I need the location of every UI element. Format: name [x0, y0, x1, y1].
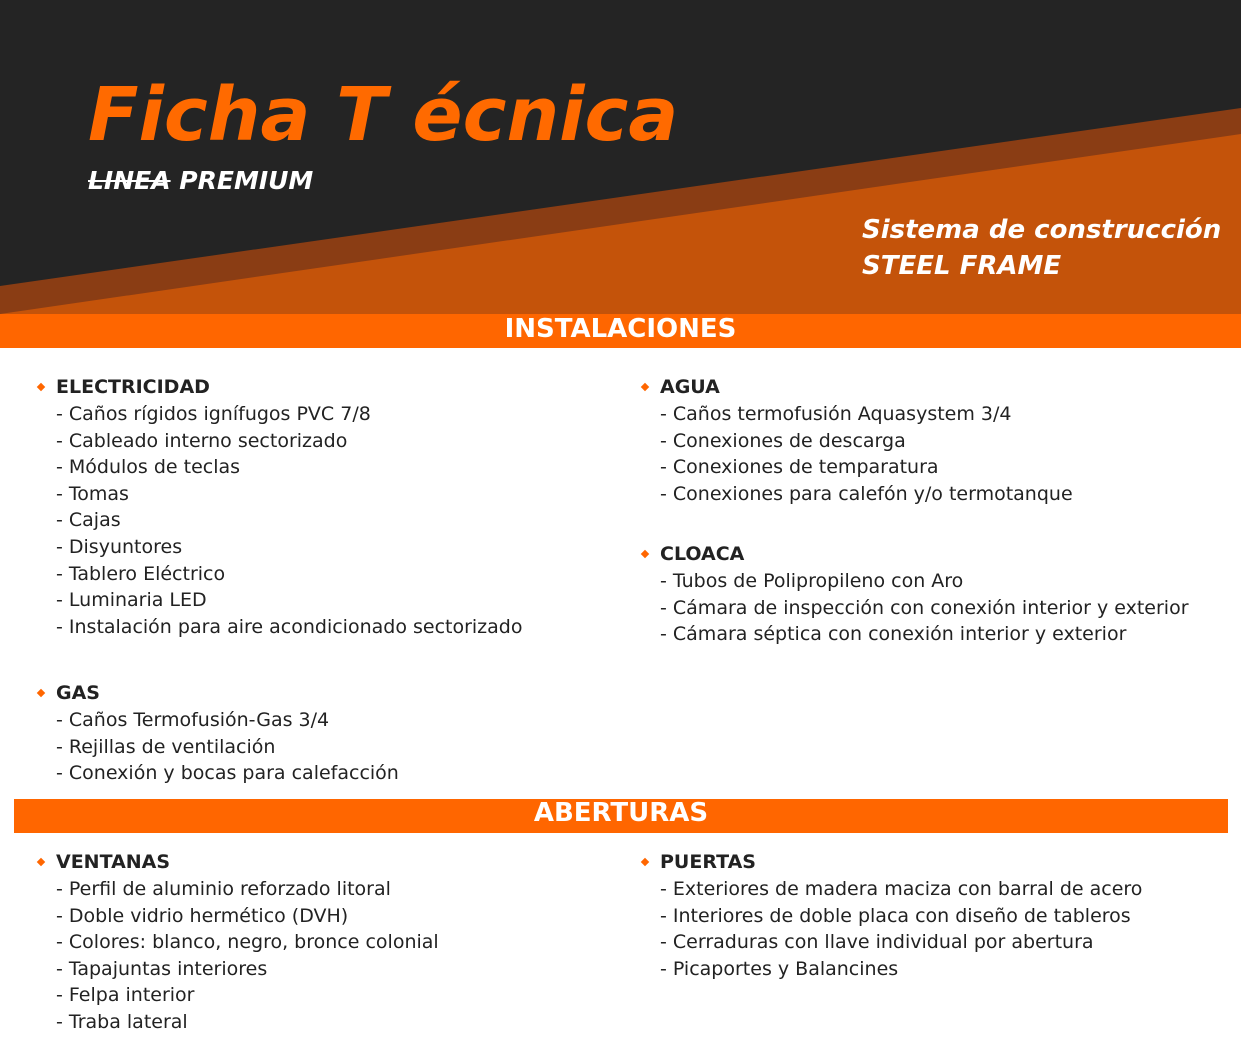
- system-line-2: STEEL FRAME: [862, 251, 1062, 281]
- section-heading-instalaciones: INSTALACIONES: [0, 314, 1241, 348]
- list-item: - Colores: blanco, negro, bronce colonial: [56, 931, 439, 954]
- list-item: - Tapajuntas interiores: [56, 957, 268, 980]
- list-item: - Cajas: [56, 509, 121, 532]
- list-item: - Disyuntores: [56, 535, 183, 558]
- list-item: - Luminaria LED: [56, 589, 207, 612]
- list-item: - Tablero Eléctrico: [56, 562, 226, 585]
- bullet-diamond-icon: [37, 858, 45, 866]
- list-item: - Caños Termofusión-Gas 3/4: [56, 709, 330, 731]
- list-item: - Traba lateral: [56, 1010, 188, 1033]
- section-heading-aberturas: ABERTURAS: [14, 799, 1228, 833]
- list-item: - Rejillas de ventilación: [56, 735, 276, 758]
- list-item: - Cámara séptica con conexión interior y exterior: [660, 623, 1127, 646]
- system-line-1: Sistema de construcción: [862, 215, 1222, 245]
- list-puertas: [642, 876, 1142, 982]
- group-title-electricidad: ELECTRICIDAD: [38, 374, 522, 400]
- list-item: - Felpa interior: [56, 984, 195, 1007]
- bullet-diamond-icon: [641, 550, 649, 558]
- group-title-gas: GAS: [38, 680, 399, 706]
- group-ventanas: [38, 849, 439, 1036]
- group-title-agua: AGUA: [642, 374, 1073, 400]
- bullet-diamond-icon: [37, 689, 45, 697]
- list-item: - Picaportes y Balancines: [660, 957, 899, 980]
- bullet-diamond-icon: [641, 858, 649, 866]
- header-banner: [0, 0, 1241, 314]
- list-agua: [642, 401, 1073, 507]
- list-item: - Caños termofusión Aquasystem 3/4: [660, 403, 1012, 425]
- list-item: - Conexiones de temparatura: [660, 456, 939, 479]
- list-item: - Cableado interno sectorizado: [56, 429, 348, 452]
- product-line: [88, 166, 313, 195]
- product-line-strike: LINEA: [88, 166, 171, 195]
- group-gas: [38, 680, 399, 787]
- list-item: - Tubos de Polipropileno con Aro: [660, 570, 964, 592]
- list-item: - Cámara de inspección con conexión interior y exterior: [660, 596, 1189, 619]
- list-item: - Tomas: [56, 482, 129, 505]
- product-line-name: PREMIUM: [170, 166, 314, 195]
- list-item: - Doble vidrio hermético (DVH): [56, 904, 349, 927]
- list-item: - Módulos de teclas: [56, 456, 241, 479]
- construction-system: [862, 212, 1221, 284]
- list-gas: [38, 707, 399, 787]
- group-title-ventanas: VENTANAS: [38, 849, 439, 875]
- list-item: - Exteriores de madera maciza con barral de acero: [660, 878, 1143, 900]
- group-cloaca: [642, 541, 1189, 648]
- list-item: - Conexión y bocas para calefacción: [56, 762, 399, 785]
- group-puertas: [642, 849, 1142, 982]
- list-item: - Interiores de doble placa con diseño de tableros: [660, 904, 1131, 927]
- list-item: - Conexiones de descarga: [660, 429, 906, 452]
- group-electricidad: [38, 374, 522, 640]
- group-title-cloaca: CLOACA: [642, 541, 1189, 567]
- group-agua: [642, 374, 1073, 507]
- group-title-puertas: PUERTAS: [642, 849, 1142, 875]
- bullet-diamond-icon: [37, 383, 45, 391]
- list-ventanas: [38, 876, 439, 1036]
- page-title: Ficha T écnica: [88, 72, 679, 158]
- list-item: - Conexiones para calefón y/o termotanque: [660, 482, 1073, 505]
- list-item: - Instalación para aire acondicionado sectorizado: [56, 615, 523, 638]
- list-item: - Cerraduras con llave individual por abertura: [660, 931, 1094, 954]
- bullet-diamond-icon: [641, 383, 649, 391]
- list-cloaca: [642, 568, 1189, 648]
- list-item: - Caños rígidos ignífugos PVC 7/8: [56, 403, 371, 425]
- list-item: - Perfil de aluminio reforzado litoral: [56, 878, 391, 900]
- list-electricidad: [38, 401, 522, 640]
